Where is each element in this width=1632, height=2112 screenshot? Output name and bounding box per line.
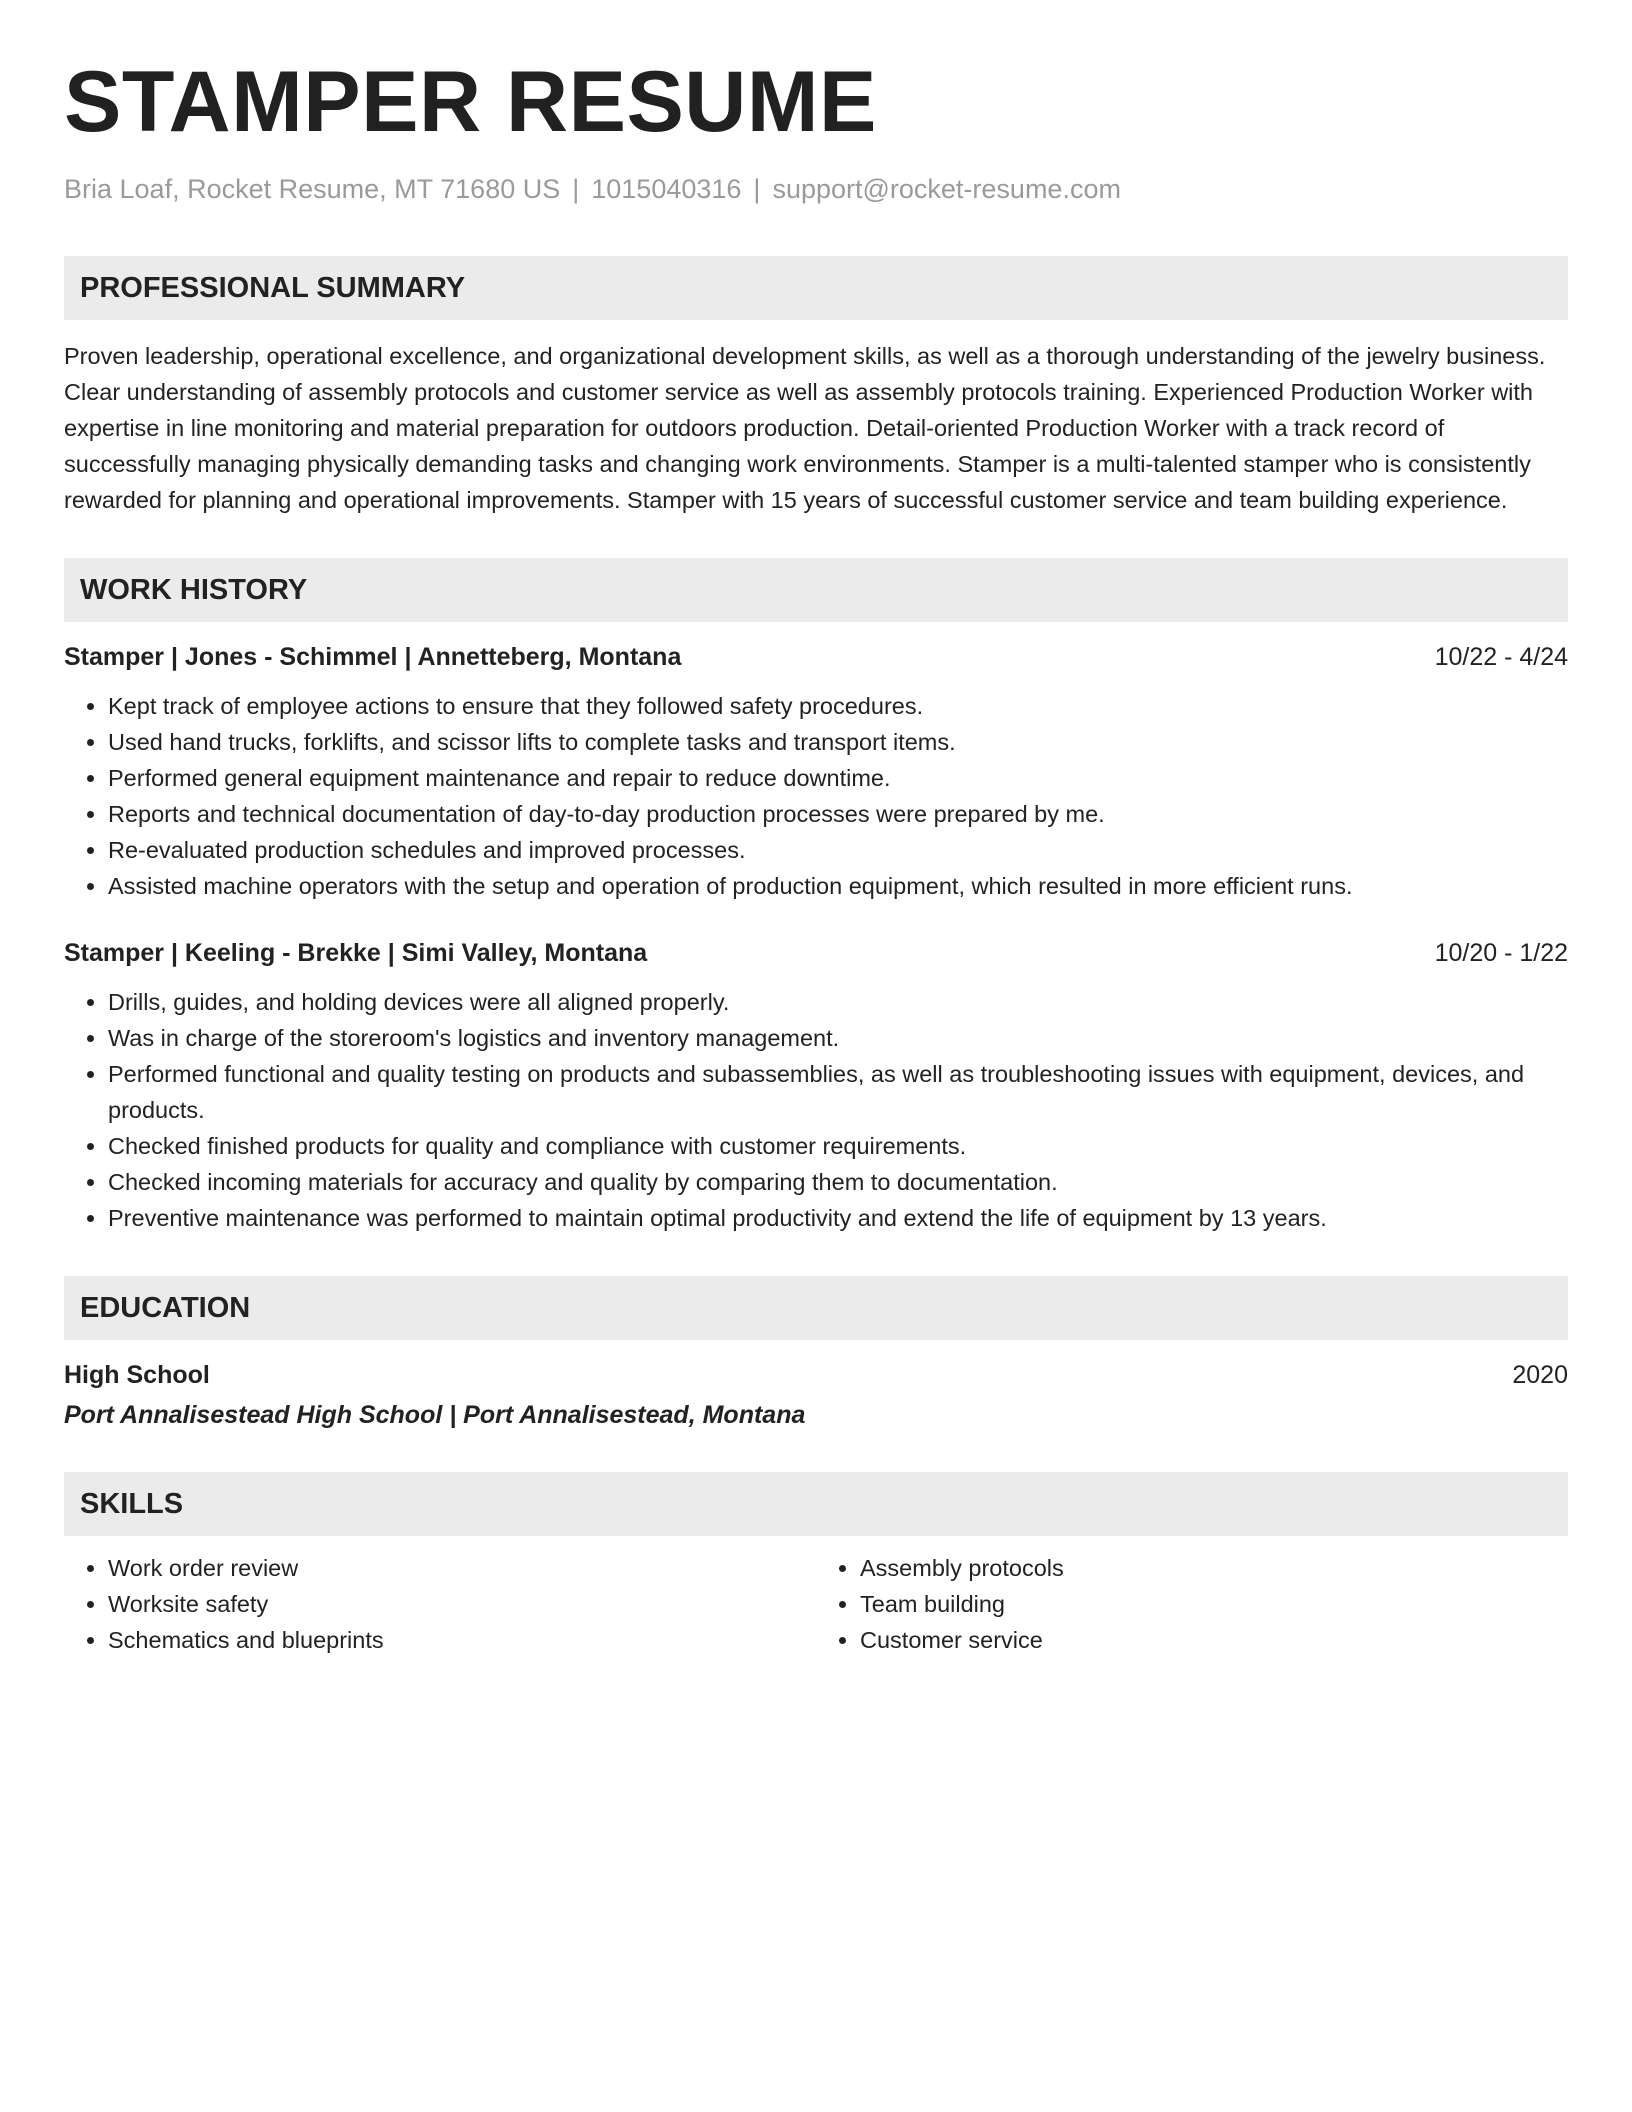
job-header (64, 640, 1568, 674)
skills-column-right (816, 1550, 1568, 1658)
education-year: 2020 (1512, 1361, 1568, 1389)
job-bullet: • Reports and technical documentation of day-to-day production processes were prepared by me. (108, 796, 1568, 832)
skill-item: • Customer service (860, 1622, 1568, 1658)
job-bullet: • Kept track of employee actions to ensure that they followed safety procedures. (108, 688, 1568, 724)
job-bullet: • Was in charge of the storeroom's logistics and inventory management. (108, 1020, 1568, 1056)
job-bullets (64, 984, 1568, 1236)
education-entry (64, 1358, 1568, 1432)
skill-item: • Assembly protocols (860, 1550, 1568, 1586)
contact-line (64, 172, 1568, 206)
job-title: Stamper | Keeling - Brekke | Simi Valley, Montana (64, 939, 648, 967)
job-bullet: • Drills, guides, and holding devices were all aligned properly. (108, 984, 1568, 1020)
job-bullet: • Assisted machine operators with the setup and operation of production equipment, which resulted in more efficient runs. (108, 868, 1568, 904)
skills-column-left (64, 1550, 816, 1658)
section-heading-skills: SKILLS (64, 1472, 1568, 1536)
job-bullet: • Performed functional and quality testing on products and subassemblies, as well as troubleshooting issues with equipment, devices, and products. (108, 1056, 1568, 1128)
job-entry (64, 936, 1568, 1236)
job-title: Stamper | Jones - Schimmel | Annetteberg, Montana (64, 643, 682, 671)
job-entry (64, 640, 1568, 904)
skill-item: • Schematics and blueprints (108, 1622, 816, 1658)
skill-item: • Worksite safety (108, 1586, 816, 1622)
job-bullet: • Checked incoming materials for accuracy and quality by comparing them to documentation. (108, 1164, 1568, 1200)
contact-phone: 1015040316 (591, 174, 742, 204)
section-heading-work-history: WORK HISTORY (64, 558, 1568, 622)
job-bullet: • Performed general equipment maintenance and repair to reduce downtime. (108, 760, 1568, 796)
education-school: Port Annalisestead High School | Port Annalisestead, Montana (64, 1401, 806, 1429)
education-header (64, 1358, 1568, 1392)
skill-item: • Work order review (108, 1550, 816, 1586)
job-bullet: • Preventive maintenance was performed to maintain optimal productivity and extend the life of equipment by 13 years. (108, 1200, 1568, 1236)
contact-address: Bria Loaf, Rocket Resume, MT 71680 US (64, 174, 561, 204)
education-degree: High School (64, 1361, 210, 1389)
contact-email: support@rocket-resume.com (772, 174, 1121, 204)
job-bullets (64, 688, 1568, 904)
job-header (64, 936, 1568, 970)
resume-title: STAMPER RESUME (64, 54, 877, 150)
contact-separator: | (753, 174, 761, 204)
summary-text: Proven leadership, operational excellence, and organizational development skills, as well as a thorough understanding of the jewelry business. Clear understanding of assembly protocols and customer service as well as assembly protocols training. Experienced Production Worker with expertise in line monitoring and material preparation for outdoors production. Detail-oriented Production Worker with a track record of successfully managing physically demanding tasks and changing work environments. Stamper is a multi-talented stamper who is consistently rewarded for planning and operational improvements. Stamper with 15 years of successful customer service and team building experience. (64, 343, 1546, 513)
contact-separator: | (572, 174, 580, 204)
job-bullet: • Checked finished products for quality and compliance with customer requirements. (108, 1128, 1568, 1164)
section-heading-education: EDUCATION (64, 1276, 1568, 1340)
job-dates: 10/22 - 4/24 (1434, 643, 1568, 671)
skills-list (64, 1550, 1568, 1658)
job-bullet: • Re-evaluated production schedules and improved processes. (108, 832, 1568, 868)
job-dates: 10/20 - 1/22 (1434, 939, 1568, 967)
job-bullet: • Used hand trucks, forklifts, and scissor lifts to complete tasks and transport items. (108, 724, 1568, 760)
section-heading-summary: PROFESSIONAL SUMMARY (64, 256, 1568, 320)
skill-item: • Team building (860, 1586, 1568, 1622)
